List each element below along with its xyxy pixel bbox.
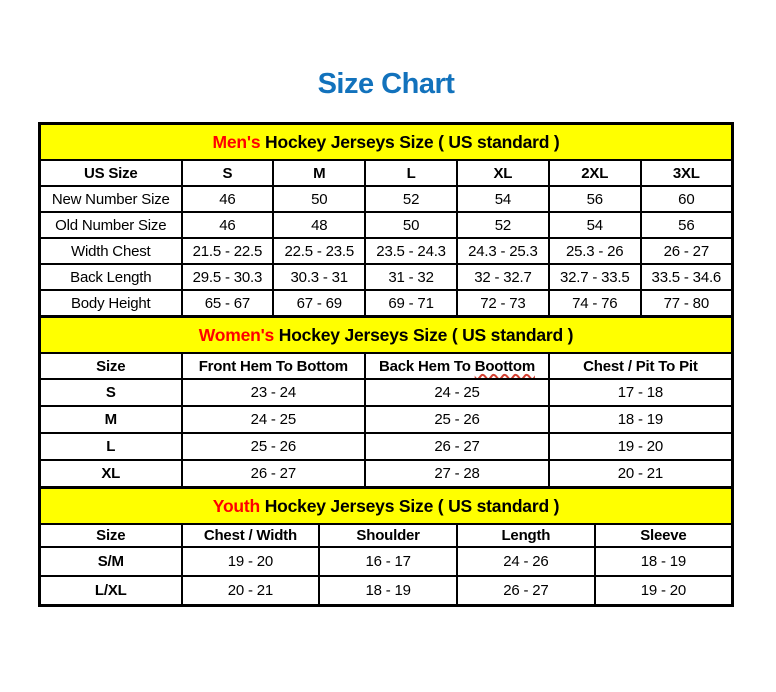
- mens-section-heading: [40, 124, 733, 161]
- col-header: Size: [40, 524, 182, 547]
- youth-header-row: [40, 524, 733, 547]
- table-row: [40, 264, 733, 290]
- womens-heading-rest: Hockey Jerseys Size ( US standard ): [274, 324, 574, 345]
- youth-heading-rest: Hockey Jerseys Size ( US standard ): [260, 495, 560, 516]
- col-header: XL: [457, 160, 549, 186]
- col-header: L: [365, 160, 457, 186]
- col-header: Size: [40, 353, 182, 379]
- col-header: S: [182, 160, 274, 186]
- table-row: [40, 212, 733, 238]
- womens-section-band: [40, 317, 733, 354]
- cell-value: 25.3 - 26: [549, 238, 641, 264]
- table-row: [40, 379, 733, 406]
- table-row: [40, 576, 733, 606]
- row-label: Old Number Size: [40, 212, 182, 238]
- col-header: 3XL: [641, 160, 733, 186]
- cell-value: 50: [365, 212, 457, 238]
- row-label: L: [40, 433, 182, 460]
- table-row: [40, 238, 733, 264]
- table-row: [40, 406, 733, 433]
- col-header: US Size: [40, 160, 182, 186]
- youth-section-band: [40, 488, 733, 525]
- cell-value: 77 - 80: [641, 290, 733, 317]
- cell-value: 69 - 71: [365, 290, 457, 317]
- cell-value: 29.5 - 30.3: [182, 264, 274, 290]
- cell-value: 24 - 25: [182, 406, 366, 433]
- row-label: Width Chest: [40, 238, 182, 264]
- cell-value: 26 - 27: [457, 576, 595, 606]
- cell-value: 21.5 - 22.5: [182, 238, 274, 264]
- cell-value: 24.3 - 25.3: [457, 238, 549, 264]
- table-row: [40, 433, 733, 460]
- table-row: [40, 186, 733, 212]
- cell-value: 19 - 20: [549, 433, 733, 460]
- mens-section-band: [40, 124, 733, 161]
- cell-value: 56: [549, 186, 641, 212]
- cell-value: 52: [365, 186, 457, 212]
- table-row: [40, 460, 733, 488]
- cell-value: 26 - 27: [641, 238, 733, 264]
- cell-value: 20 - 21: [182, 576, 320, 606]
- cell-value: 54: [549, 212, 641, 238]
- col-header: M: [273, 160, 365, 186]
- col-header: Shoulder: [319, 524, 457, 547]
- cell-value: 46: [182, 186, 274, 212]
- row-label: Back Length: [40, 264, 182, 290]
- cell-value: 56: [641, 212, 733, 238]
- mens-header-row: [40, 160, 733, 186]
- misspelled-word: Boottom: [474, 357, 535, 375]
- cell-value: 25 - 26: [182, 433, 366, 460]
- cell-value: 18 - 19: [549, 406, 733, 433]
- cell-value: 32.7 - 33.5: [549, 264, 641, 290]
- cell-value: 48: [273, 212, 365, 238]
- womens-size-table: [38, 315, 734, 489]
- cell-value: 25 - 26: [365, 406, 549, 433]
- youth-size-table: [38, 486, 734, 607]
- cell-value: 26 - 27: [182, 460, 366, 488]
- table-row: [40, 290, 733, 317]
- cell-value: 24 - 25: [365, 379, 549, 406]
- col-header: Front Hem To Bottom: [182, 353, 366, 379]
- mens-heading-accent: Men's: [212, 131, 261, 152]
- cell-value: 16 - 17: [319, 547, 457, 576]
- cell-value: 19 - 20: [595, 576, 733, 606]
- cell-value: 65 - 67: [182, 290, 274, 317]
- cell-value: 19 - 20: [182, 547, 320, 576]
- col-header: 2XL: [549, 160, 641, 186]
- cell-value: 20 - 21: [549, 460, 733, 488]
- col-header: Chest / Width: [182, 524, 320, 547]
- row-label: L/XL: [40, 576, 182, 606]
- cell-value: 60: [641, 186, 733, 212]
- col-header: Sleeve: [595, 524, 733, 547]
- cell-value: 74 - 76: [549, 290, 641, 317]
- col-header: Chest / Pit To Pit: [549, 353, 733, 379]
- row-label: Body Height: [40, 290, 182, 317]
- row-label: New Number Size: [40, 186, 182, 212]
- row-label: M: [40, 406, 182, 433]
- cell-value: 23.5 - 24.3: [365, 238, 457, 264]
- cell-value: 18 - 19: [319, 576, 457, 606]
- cell-value: 67 - 69: [273, 290, 365, 317]
- youth-section-heading: [40, 488, 733, 525]
- cell-value: 27 - 28: [365, 460, 549, 488]
- back-hem-prefix: Back Hem To: [379, 357, 475, 375]
- cell-value: 52: [457, 212, 549, 238]
- page-title: Size Chart: [317, 68, 455, 100]
- cell-value: 33.5 - 34.6: [641, 264, 733, 290]
- row-label: S: [40, 379, 182, 406]
- size-tables-container: [38, 122, 734, 607]
- cell-value: 17 - 18: [549, 379, 733, 406]
- mens-size-table: [38, 122, 734, 318]
- cell-value: 18 - 19: [595, 547, 733, 576]
- cell-value: 24 - 26: [457, 547, 595, 576]
- cell-value: 22.5 - 23.5: [273, 238, 365, 264]
- cell-value: 30.3 - 31: [273, 264, 365, 290]
- cell-value: 50: [273, 186, 365, 212]
- womens-section-heading: [40, 317, 733, 354]
- womens-header-row: [40, 353, 733, 379]
- table-row: [40, 547, 733, 576]
- cell-value: 72 - 73: [457, 290, 549, 317]
- row-label: XL: [40, 460, 182, 488]
- row-label: S/M: [40, 547, 182, 576]
- cell-value: 26 - 27: [365, 433, 549, 460]
- cell-value: 46: [182, 212, 274, 238]
- col-header: [365, 353, 549, 379]
- mens-heading-rest: Hockey Jerseys Size ( US standard ): [260, 131, 560, 152]
- cell-value: 23 - 24: [182, 379, 366, 406]
- col-header: Length: [457, 524, 595, 547]
- youth-heading-accent: Youth: [212, 495, 261, 516]
- cell-value: 32 - 32.7: [457, 264, 549, 290]
- cell-value: 54: [457, 186, 549, 212]
- womens-heading-accent: Women's: [198, 324, 275, 345]
- cell-value: 31 - 32: [365, 264, 457, 290]
